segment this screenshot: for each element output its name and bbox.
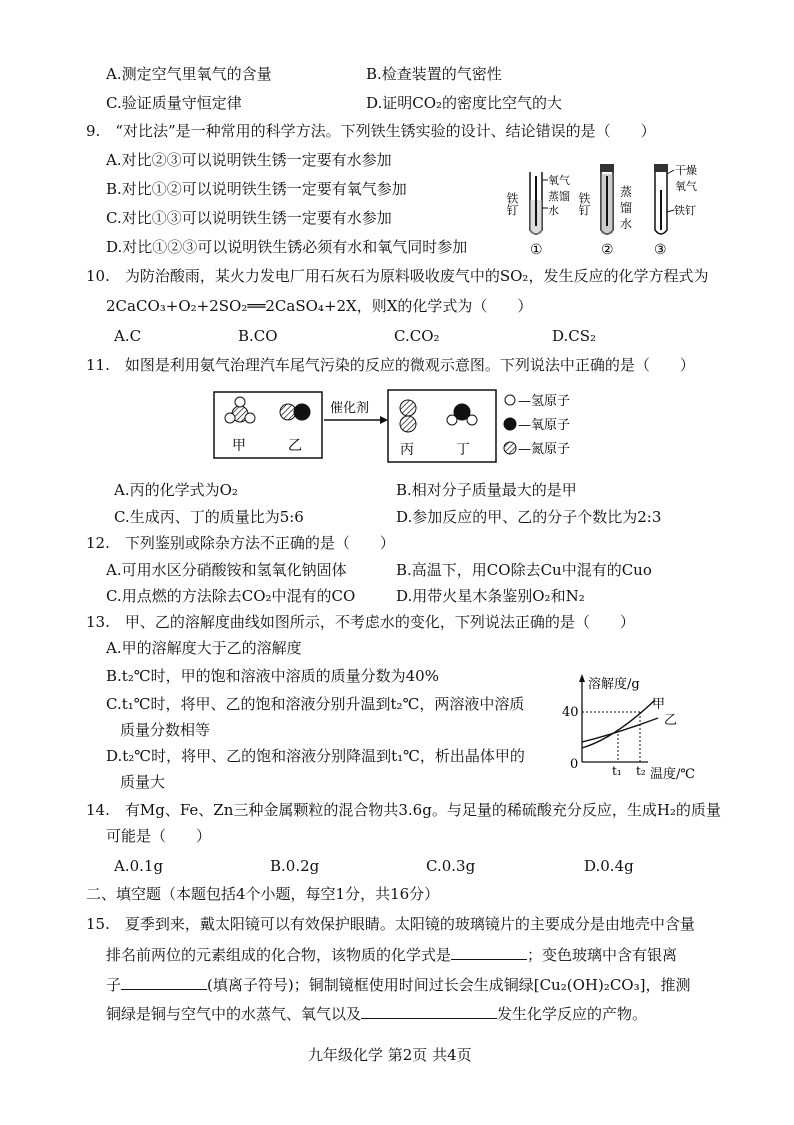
q8-option-d: D.证明CO₂的密度比空气的大 [366, 94, 563, 112]
q8-option-b: B.检查装置的气密性 [366, 65, 502, 83]
label-bing: 丙 [400, 442, 414, 458]
tube2-label-1: 蒸 [620, 185, 633, 199]
q9-option-c: C.对比①③可以说明铁生锈一定要有水参加 [106, 209, 392, 227]
tube2-label-3: 水 [620, 217, 633, 231]
y-axis-label: 溶解度/g [588, 677, 640, 692]
tick-t2: t₂ [636, 764, 646, 778]
curve-label-yi: 乙 [664, 713, 678, 728]
tube-2 [577, 164, 614, 234]
legend-o-marker [504, 418, 516, 430]
q11-option-a: A.丙的化学式为O₂ [114, 481, 238, 499]
tube-number-3: ③ [654, 242, 667, 258]
x-axis-label: 温度/℃ [650, 767, 695, 782]
reactants-box [214, 392, 322, 458]
legend-h-marker [505, 395, 515, 405]
q14-option-d: D.0.4g [584, 857, 634, 875]
answer-blank-3[interactable] [361, 1003, 497, 1019]
label-ding: 丁 [456, 442, 470, 458]
q11-option-b: B.相对分子质量最大的是甲 [396, 481, 577, 499]
molecule-ding [447, 404, 477, 425]
curve-yi [582, 718, 658, 742]
q13-option-b: B.t₂℃时，甲的饱和溶液中溶质的质量分数为40% [106, 667, 439, 685]
q10-equation: 2CaCO₃+O₂+2SO₂══2CaSO₄+2X，则X的化学式为（ ） [106, 297, 533, 315]
q15-line4-text-b: 发生化学反应的产物。 [497, 1005, 648, 1023]
q13-option-c-line2: 质量分数相等 [120, 721, 211, 739]
tube2-label-2: 馏 [620, 201, 633, 215]
tube1-label-water2: 水 [548, 204, 559, 217]
q11-stem: 11. 如图是利用氨气治理汽车尾气污染的反应的微观示意图。下列说法中正确的是（ ） [86, 356, 695, 374]
q12-option-b: B.高温下，用CO除去Cu中混有的Cuo [396, 561, 652, 579]
q14-option-a: A.0.1g [114, 857, 164, 875]
section-heading: 二、填空题（本题包括4个小题，每空1分，共16分） [86, 885, 440, 903]
q15-line4 [106, 1003, 647, 1024]
label-jia: 甲 [232, 438, 246, 454]
q9-test-tube-figure [505, 160, 708, 258]
test-tubes-diagram [505, 160, 708, 258]
q13-option-c-line1: C.t₁℃时，将甲、乙的饱和溶液分别升温到t₂℃，两溶液中溶质 [106, 695, 525, 713]
q10-option-d: D.CS₂ [552, 327, 597, 345]
q10-option-c: C.CO₂ [394, 327, 440, 345]
label-yi: 乙 [288, 438, 302, 454]
tube1-left-label: 铁钉 [505, 192, 519, 216]
tube1-label-o2: 氧气 [548, 174, 570, 187]
q15-line2 [106, 944, 677, 965]
tube-3 [654, 164, 668, 234]
tube-1 [505, 172, 542, 234]
molecule-bing [400, 400, 416, 432]
q10-option-a: A.C [114, 327, 142, 345]
q10-stem: 10. 为防治酸雨，某火力发电厂用石灰石为原料吸收废气中的SO₂，发生反应的化学方程式为 [86, 267, 709, 285]
q14-stem-line1: 14. 有Mg、Fe、Zn三种金属颗粒的混合物共3.6g。与足量的稀硫酸充分反应，生成H₂的质量 [86, 801, 721, 819]
tube3-label-o2: 氧气 [675, 180, 697, 193]
answer-blank-1[interactable] [451, 944, 527, 960]
q14-option-c: C.0.3g [426, 857, 476, 875]
curve-label-jia: 甲 [652, 697, 666, 712]
q10-option-b: B.CO [238, 327, 278, 345]
answer-blank-2[interactable] [121, 974, 207, 990]
q15-line3-text-a: 子 [106, 976, 122, 994]
tube-number-1: ① [530, 242, 543, 258]
q15-line4-text-a: 铜绿是铜与空气中的水蒸气、氧气以及 [106, 1005, 362, 1023]
y-tick-40: 40 [562, 705, 579, 720]
reaction-svg [212, 388, 592, 466]
q12-option-a: A.可用水区分硝酸铵和氢氧化钠固体 [106, 561, 347, 579]
q12-option-d: D.用带火星木条鉴别O₂和N₂ [396, 587, 585, 605]
tube3-label-dry: 干燥 [675, 164, 697, 177]
q15-line3-text-b: (填离子符号)；铜制镜框使用时间过长会生成铜绿[Cu₂(OH)₂CO₃]，推测 [207, 976, 691, 994]
q9-stem: 9. “对比法”是一种常用的科学方法。下列铁生锈实验的设计、结论错误的是（ ） [86, 122, 656, 140]
q11-option-c: C.生成丙、丁的质量比为5:6 [114, 508, 304, 526]
q15-line1: 15. 夏季到来，戴太阳镜可以有效保护眼睛。太阳镜的玻璃镜片的主要成分是由地壳中含量 [86, 915, 695, 933]
q11-option-d: D.参加反应的甲、乙的分子个数比为2:3 [396, 508, 662, 526]
q15-line3 [106, 974, 690, 995]
q12-stem: 12. 下列鉴别或除杂方法不正确的是（ ） [86, 534, 395, 552]
page-footer: 九年级化学 第2页 共4页 [308, 1046, 472, 1064]
q12-option-c: C.用点燃的方法除去CO₂中混有的CO [106, 587, 356, 605]
q9-option-d: D.对比①②③可以说明铁生锈必须有水和氧气同时参加 [106, 238, 468, 256]
legend-n-marker [504, 442, 516, 454]
q13-option-d-line1: D.t₂℃时，将甲、乙的饱和溶液分别降温到t₁℃，析出晶体甲的 [106, 747, 525, 765]
q15-line2-text-b: ；变色玻璃中含有银离 [527, 946, 678, 964]
q13-stem: 13. 甲、乙的溶解度曲线如图所示，不考虑水的变化，下列说法正确的是（ ） [86, 613, 635, 631]
q14-stem-line2: 可能是（ ） [106, 827, 212, 845]
legend-h: —氢原子 [518, 394, 571, 409]
legend-o: —氧原子 [518, 418, 571, 433]
legend-n: —氮原子 [518, 442, 571, 457]
tube-number-2: ② [601, 242, 614, 258]
origin-label: 0 [570, 757, 579, 772]
q8-option-a: A.测定空气里氧气的含量 [106, 65, 272, 83]
q14-option-b: B.0.2g [270, 857, 320, 875]
q9-option-b: B.对比①②可以说明铁生锈一定要有氧气参加 [106, 180, 407, 198]
solubility-svg [560, 672, 710, 784]
curve-jia [582, 700, 655, 748]
tube2-left-label: 铁钉 [577, 192, 591, 216]
molecule-yi [280, 404, 310, 420]
molecule-jia [225, 397, 255, 423]
tick-t1: t₁ [612, 764, 622, 778]
q13-option-a: A.甲的溶解度大于乙的溶解度 [106, 639, 302, 657]
q13-solubility-graph [560, 672, 710, 784]
q9-option-a: A.对比②③可以说明铁生锈一定要有水参加 [106, 151, 392, 169]
label-catalyst: 催化剂 [330, 401, 370, 416]
q13-option-d-line2: 质量大 [120, 773, 166, 791]
q15-line2-text-a: 排名前两位的元素组成的化合物，该物质的化学式是 [106, 946, 452, 964]
q11-reaction-diagram [212, 388, 592, 466]
tube1-label-water1: 蒸馏 [548, 190, 570, 203]
q8-option-c: C.验证质量守恒定律 [106, 94, 242, 112]
tube3-label-nail: 铁钉 [674, 204, 696, 217]
